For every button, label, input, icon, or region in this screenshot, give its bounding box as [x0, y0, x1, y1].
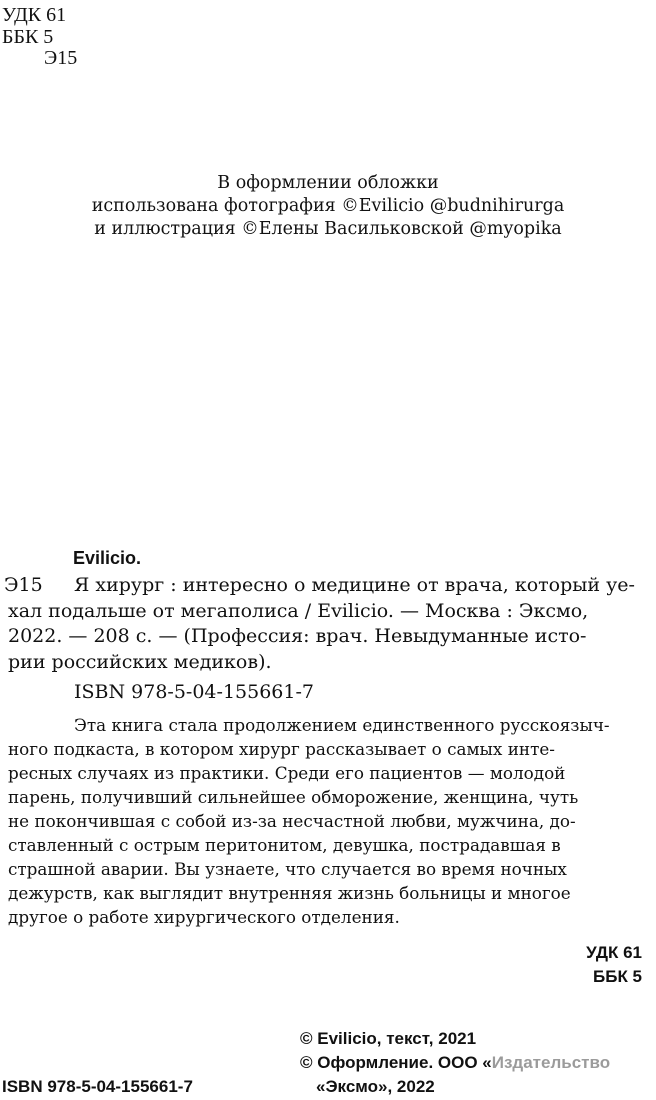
annotation [8, 713, 648, 933]
copyright-design-prefix: © Оформление. ООО « [300, 1053, 492, 1072]
watermarked-text: Издательство [491, 1053, 611, 1072]
copyright-design [300, 1051, 610, 1075]
copyright-text: © Evilicio, текст, 2021 [300, 1029, 477, 1048]
isbn-record: ISBN 978-5-04-155661-7 [74, 681, 314, 703]
author-mark: Э15 [4, 574, 43, 596]
description-line-text: 2022. — 208 с. — (Профессия: врач. Невыдуманные исто- [8, 625, 587, 647]
annotation-line: ного подкаста, в котором хирург рассказывает о самых инте- [8, 739, 555, 759]
udk-code-top: УДК 61 [2, 4, 67, 26]
description-line [8, 599, 589, 625]
bbk-code: ББК 5 [593, 967, 642, 986]
author-heading: Evilicio. [73, 548, 142, 568]
cover-credit-line: и иллюстрация ©Елены Васильковской @myopika [94, 219, 562, 239]
annotation-line: дежурств, как выглядит внутренняя жизнь больницы и многое [8, 883, 571, 903]
udk-code: УДК 61 [586, 943, 642, 962]
cover-credits [0, 172, 656, 241]
cover-credit-line: В оформлении обложки [217, 173, 439, 193]
bbk-code-top: ББК 5 [2, 26, 54, 48]
cover-credit-line: использована фотография ©Evilicio @budnihirurga [91, 196, 565, 216]
description-line-text: хал подальше от мегаполиса / Evilicio. — Москва : Эксмо, [8, 599, 589, 622]
classification-codes [586, 941, 642, 989]
copyright-year: «Эксмо», 2022 [316, 1077, 435, 1096]
annotation-line: ресных случаях из практики. Среди его пациентов — молодой [8, 763, 566, 783]
isbn-footer: ISBN 978-5-04-155661-7 [2, 1077, 193, 1096]
annotation-line: Эта книга стала продолжением единственного русскоязыч- [74, 715, 610, 735]
copyright-block [300, 1027, 610, 1099]
description-line: Я хирург : интересно о медицине от врача, который уе- [74, 574, 635, 596]
description-line [8, 624, 587, 650]
annotation-line: другое о работе хирургического отделения. [8, 907, 400, 927]
annotation-line: не покончившая с собой из-за несчастной любви, мужчина, до- [8, 811, 576, 831]
author-mark-top: Э15 [44, 47, 78, 69]
annotation-line: ставленный с острым перитонитом, девушка, пострадавшая в [8, 835, 561, 855]
annotation-line: парень, получивший сильнейшее обморожение, женщина, чуть [8, 787, 579, 807]
description-line-text: рии российских медиков). [8, 650, 272, 673]
description-line [8, 650, 272, 676]
annotation-line: страшной аварии. Вы узнаете, что случается во время ночных [8, 859, 567, 879]
